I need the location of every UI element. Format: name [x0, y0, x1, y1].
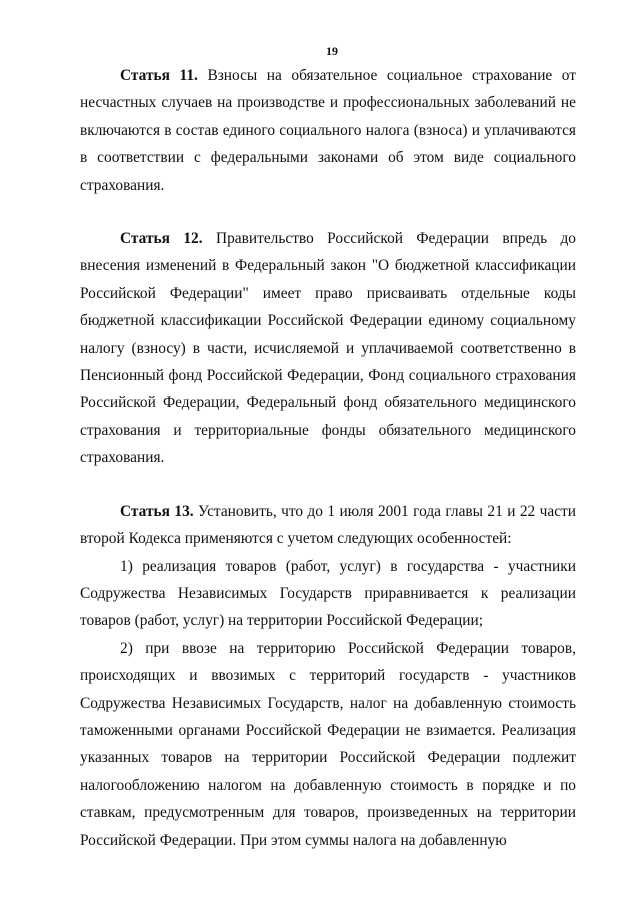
article-12	[80, 225, 576, 472]
article-label: Статья 12.	[120, 230, 203, 248]
article-text: Взносы на обязательное социальное страхование от несчастных случаев на производстве и профессиональных заболеваний не включаются в состав единого социального налога (взноса) и уплачиваются в соответствии с федеральными законами об этом виде социального страхования.	[80, 67, 577, 194]
article-label: Статья 11.	[120, 67, 198, 84]
article-13	[80, 498, 576, 553]
document-body	[80, 62, 576, 854]
page-number: 19	[326, 44, 338, 58]
article-label: Статья 13.	[120, 502, 194, 520]
article-text: Установить, что до 1 июля 2001 года главы 21 и 22 части второй Кодекса применяются с учетом следующих особенностей:	[80, 502, 576, 548]
article-text: Правительство Российской Федерации впредь до внесения изменений в Федеральный закон "О бюджетной классификации Российской Федерации" имеет право присваивать отдельные коды бюджетной классификации Российской Федерации единому социальному налогу (взносу) в части, исчисляемой и уплачиваемой соответственно в Пенсионный фонд Российской Федерации, Фонд социального страхования Российской Федерации, Федеральный фонд обязательного медицинского страхования и территориальные фонды обязательного медицинского страхования.	[80, 230, 576, 467]
article-13-item-1: 1) реализация товаров (работ, услуг) в государства - участники Содружества Независимых Государств приравнивается к реализации товаров (работ, услуг) на территории Российской Федерации;	[80, 557, 576, 630]
article-13-item-2: 2) при ввозе на территорию Российской Федерации товаров, происходящих и ввозимых с территорий государств - участников Содружества Независимых Государств, налог на добавленную стоимость таможенными органами Российской Федерации не взимается. Реализация указанных товаров на территории Российской Федерации подлежит налогообложению налогом на добавленную стоимость в порядке и по ставкам, предусмотренным для товаров, произведенных на территории Российской Федерации. При этом суммы налога на добавленную	[80, 639, 576, 849]
article-11	[80, 62, 576, 199]
